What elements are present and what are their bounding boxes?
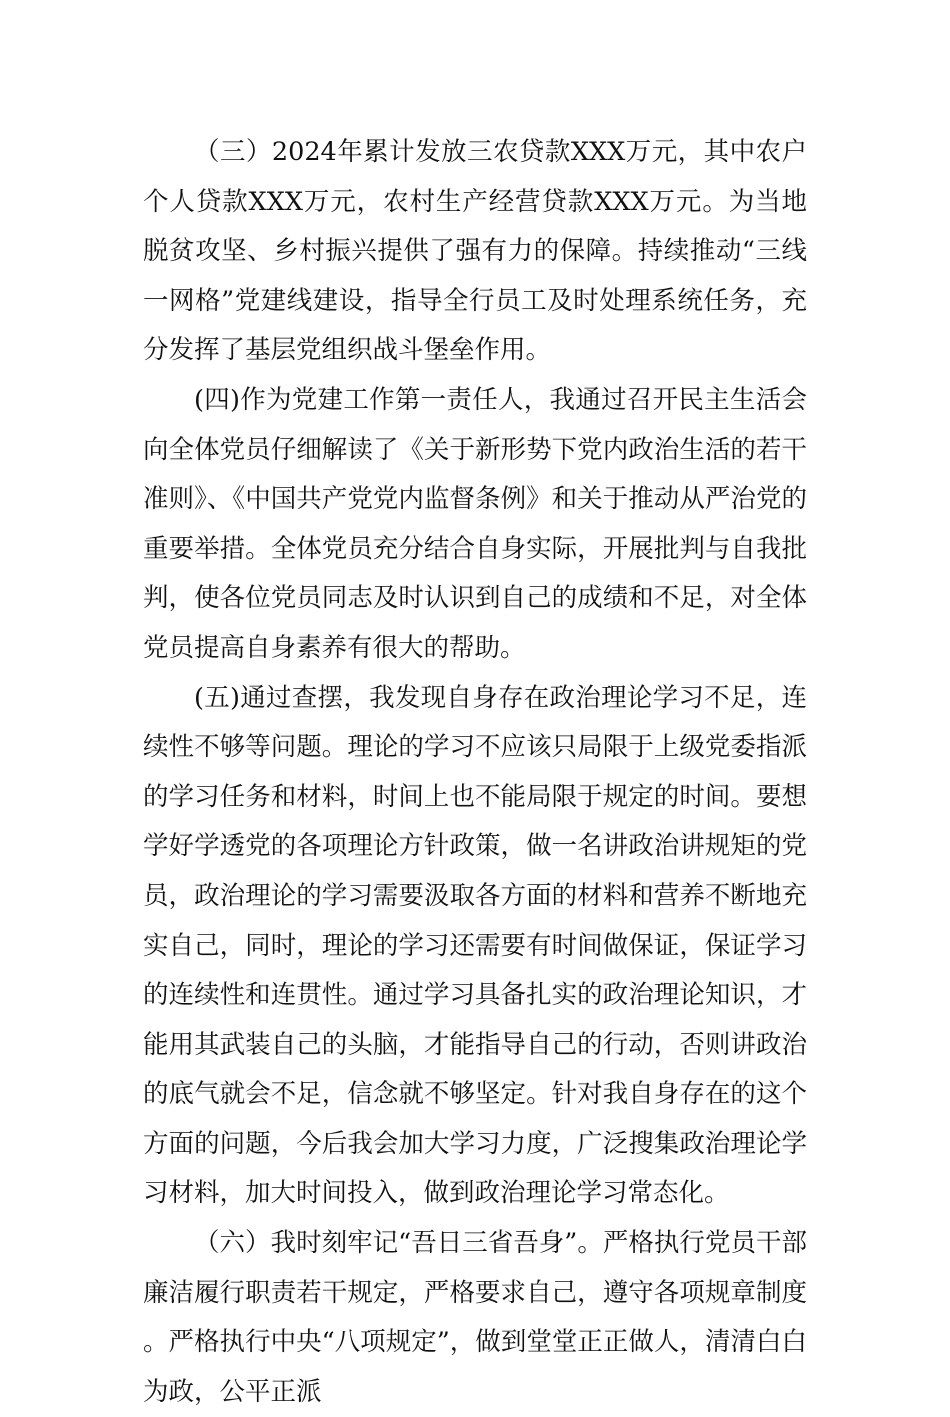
paragraph-six: （六）我时刻牢记“吾日三省吾身”。严格执行党员干部廉洁履行职责若干规定，严格要求自己，遵守各项规章制度。严格执行中央“八项规定”，做到堂堂正正做人，清清白白为政，公平正派 bbox=[143, 1228, 807, 1407]
document-body bbox=[143, 128, 807, 1417]
paragraph-three: （三）2024年累计发放三农贷款XXX万元，其中农户个人贷款XXX万元，农村生产经营贷款XXX万元。为当地脱贫攻坚、乡村振兴提供了强有力的保障。持续推动“三线一网格”党建线建设，指导全行员工及时处理系统任务，充分发挥了基层党组织战斗堡垒作用。 bbox=[143, 137, 807, 366]
paragraph-four: (四)作为党建工作第一责任人，我通过召开民主生活会向全体党员仔细解读了《关于新形势下党内政治生活的若干准则》、《中国共产党党内监督条例》和关于推动从严治党的重要举措。全体党员充分结合自身实际，开展批判与自我批判，使各位党员同志及时认识到自己的成绩和不足，对全体党员提高自身素养有很大的帮助。 bbox=[143, 384, 807, 663]
paragraph-five: (五)通过查摆，我发现自身存在政治理论学习不足，连续性不够等问题。理论的学习不应该只局限于上级党委指派的学习任务和材料，时间上也不能局限于规定的时间。要想学好学透党的各项理论方针政策，做一名讲政治讲规矩的党员，政治理论的学习需要汲取各方面的材料和营养不断地充实自己，同时，理论的学习还需要有时间做保证，保证学习的连续性和连贯性。通过学习具备扎实的政治理论知识，才能用其武装自己的头脑，才能指导自己的行动，否则讲政治的底气就会不足，信念就不够坚定。针对我自身存在的这个方面的问题，今后我会加大学习力度，广泛搜集政治理论学习材料，加大时间投入，做到政治理论学习常态化。 bbox=[143, 682, 807, 1209]
